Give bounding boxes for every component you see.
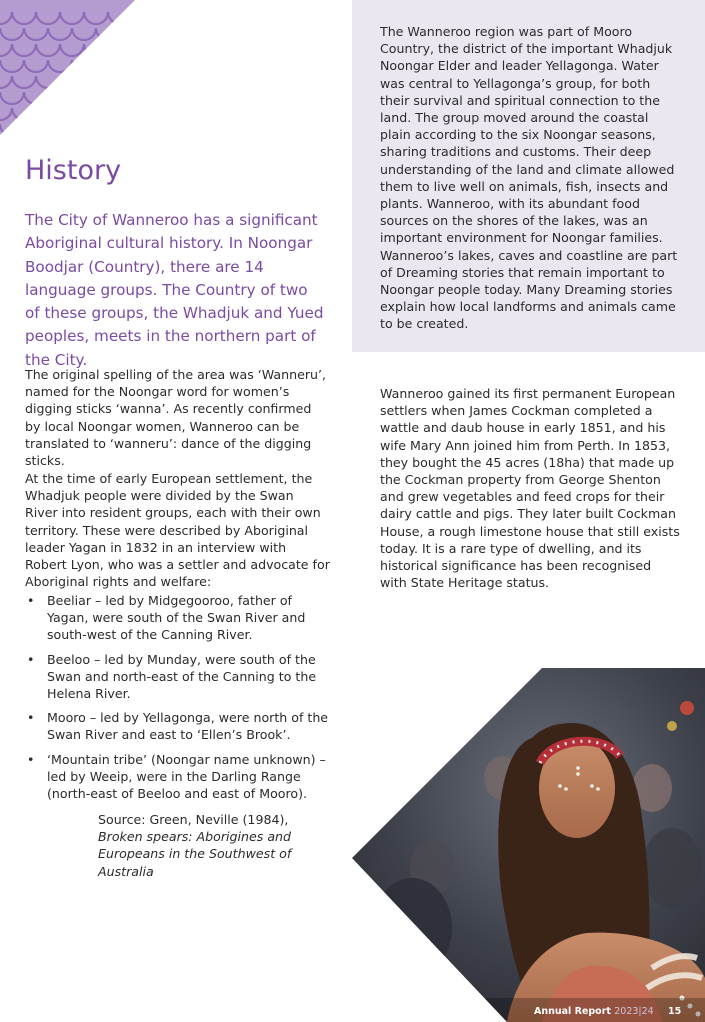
bullet: •: [27, 651, 35, 667]
report-label: Annual Report: [534, 1006, 615, 1017]
source-title: Broken spears: Aborigines and Europeans in the Southwest of Australia: [98, 829, 292, 879]
bullet: •: [27, 593, 35, 608]
list-item-text: Beeliar – led by Midgegooroo, father of Yagan, were south of the Swan River and south-west of the Canning River.: [47, 593, 306, 643]
mooro-country-paragraph: The Wanneroo region was part of Mooro Country, the district of the important Whadjuk Noongar Elder and leader Yellagonga. Water was central to Yellagonga’s group, for both their survival and spiritual connection to the land. The group moved around the coastal plain according to the six Noongar seasons, sharing traditions and customs. Their deep understanding of the land and climate allowed them to live well on animals, fish, insects and plants. Wanneroo, with its abundant food sources on the shores of the lakes, was an important environment for Noongar families. Wanneroo’s lakes, caves and coastline are part of Dreaming stories that remain important to Noongar people today. Many Dreaming stories explain how local landforms and animals came to be created.: [380, 24, 678, 332]
settlement-paragraph: At the time of early European settlement, the Whadjuk people were divided by the Swan River into resident groups, each with their own territory. These were described by Aboriginal leader Yagan in 1832 in an interview with Robert Lyon, who was a settler and advocate for Aboriginal rights and welfare:: [25, 471, 330, 590]
spelling-paragraph: The original spelling of the area was ‘Wanneru’, named for the Noongar word for women’s digging sticks ‘wanna’. As recently confirmed by local Noongar women, Wanneroo can be translated to ‘wanneru’: dance of the digging sticks.: [25, 367, 327, 469]
cockman-paragraph: Wanneroo gained its first permanent European settlers when James Cockman completed a wattle and daub house in early 1851, and his wife Mary Ann joined him from Perth. In 1853, they bought the 45 acres (18ha) that made up the Cockman property from George Shenton and grew vegetables and feed crops for their dairy cattle and pigs. They later built Cockman House, a rough limestone house that still exists today. It is a rare type of dwelling, and its historical significance has been recognised with State Heritage status.: [380, 386, 680, 591]
list-item: [25, 592, 330, 644]
page-title: History: [25, 155, 122, 186]
scale-pattern-decoration: [0, 0, 135, 135]
intro-paragraph: The City of Wanneroo has a significant Aboriginal cultural history. In Noongar Boodjar (Country), there are 14 language groups. The Country of two of these groups, the Whadjuk and Yued peoples, meets in the northern part of the City.: [25, 211, 324, 369]
page-number: 15: [668, 1006, 682, 1017]
list-item-text: Beeloo – led by Munday, were south of the Swan and north-east of the Canning to the Helena River.: [47, 651, 317, 702]
list-item: [25, 709, 330, 743]
resident-groups-list: [25, 592, 330, 809]
performer-photo: [352, 668, 705, 1022]
list-item: [25, 651, 330, 703]
report-year: 2023|24: [614, 1006, 654, 1017]
source-citation: [98, 811, 330, 880]
bullet: •: [27, 710, 35, 726]
list-item-text: ‘Mountain tribe’ (Noongar name unknown) – led by Weeip, were in the Darling Range (north-east of Beeloo and east of Mooro).: [47, 751, 326, 802]
list-item: [25, 751, 330, 803]
bullet: •: [27, 751, 35, 767]
footer-report-label: [534, 1005, 654, 1018]
list-item-text: Mooro – led by Yellagonga, were north of the Swan River and east to ‘Ellen’s Brook’.: [47, 710, 329, 743]
source-prefix: Source: Green, Neville (1984),: [98, 812, 289, 827]
